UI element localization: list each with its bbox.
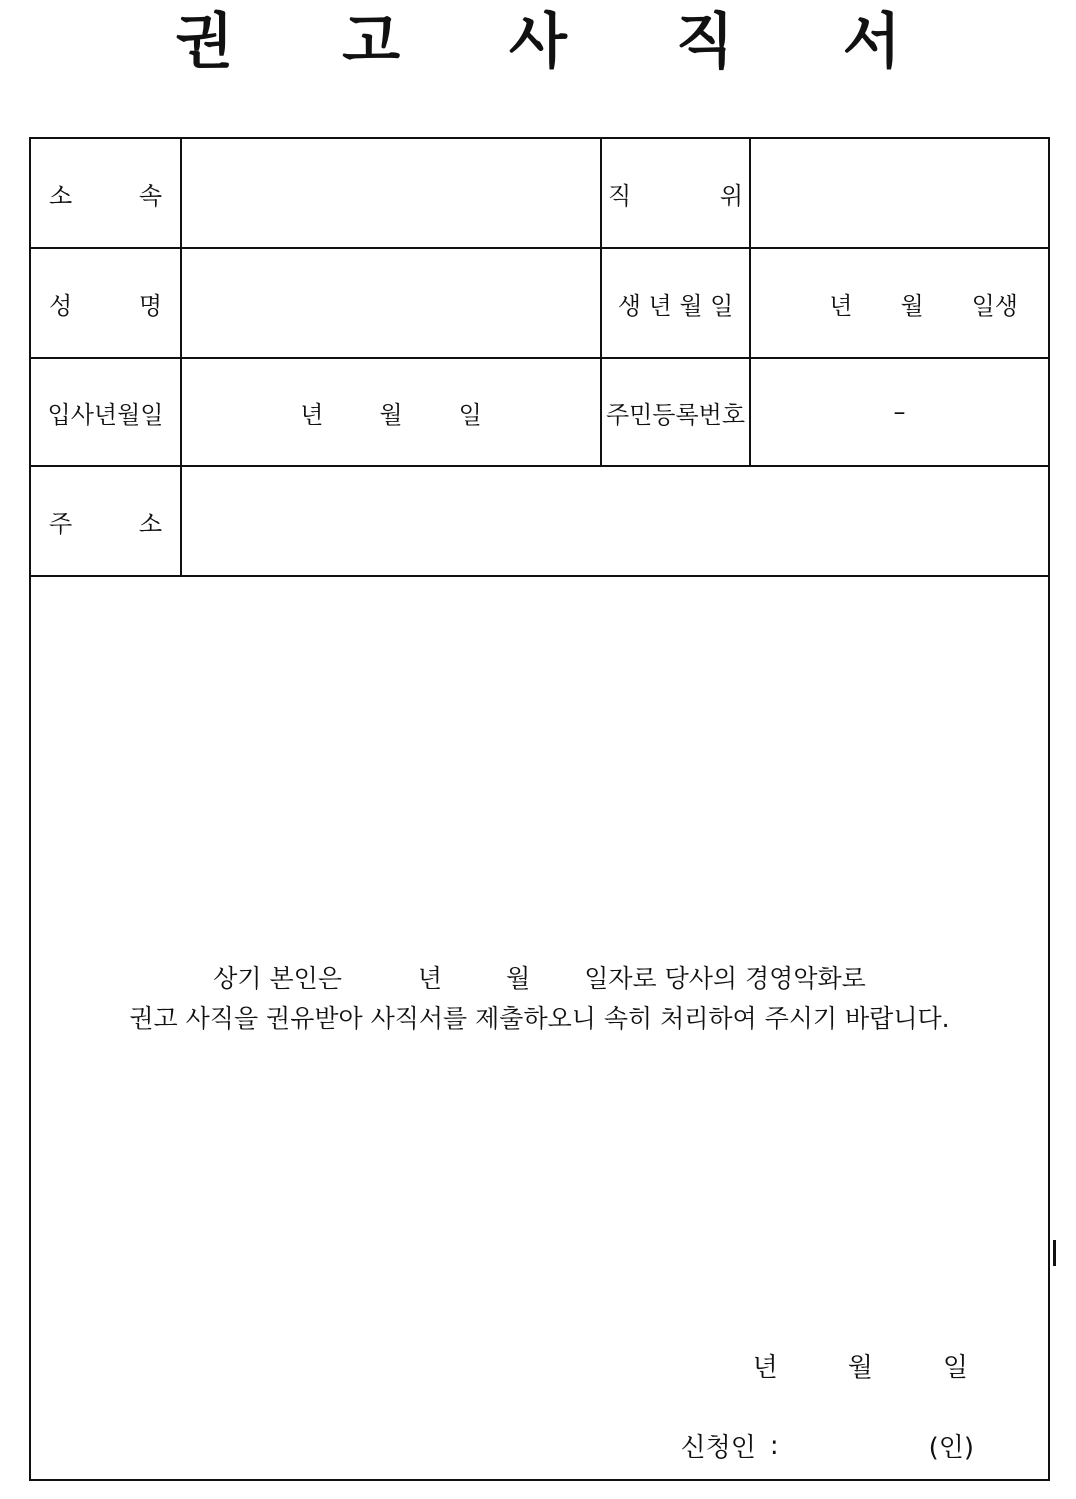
applicant-line xyxy=(680,1427,974,1464)
position-label-char-1: 직 xyxy=(608,181,632,210)
affiliation-field[interactable] xyxy=(181,139,601,248)
address-label-cell xyxy=(31,466,181,576)
signature-year-unit: 년 xyxy=(752,1353,778,1383)
affiliation-label-cell xyxy=(31,139,181,248)
table-row xyxy=(31,248,1048,358)
name-field[interactable] xyxy=(181,248,601,358)
document-title: 권 고 사 직 서 xyxy=(175,7,945,77)
statement-month-unit: 월 xyxy=(506,964,531,993)
statement-line-1 xyxy=(31,959,1048,999)
table-row xyxy=(31,358,1048,466)
birthdate-label-cell xyxy=(601,248,750,358)
hire-date-field[interactable] xyxy=(181,358,601,466)
position-label-char-2: 위 xyxy=(719,181,743,210)
birthdate-label: 생 년 월 일 xyxy=(617,291,734,320)
name-label-cell xyxy=(31,248,181,358)
statement-year-unit: 년 xyxy=(417,964,443,993)
birthdate-field[interactable] xyxy=(750,248,1048,358)
name-label-char-1: 성 xyxy=(49,291,73,320)
seal-mark: (인) xyxy=(928,1433,974,1463)
applicant-colon: : xyxy=(769,1430,779,1461)
applicant-label: 신청인 xyxy=(680,1433,756,1463)
hire-date-label: 입사년월일 xyxy=(47,400,164,429)
resident-no-label: 주민등록번호 xyxy=(605,400,746,429)
statement-line-2: 권고 사직을 권유받아 사직서를 제출하오니 속히 처리하여 주시기 바랍니다. xyxy=(129,1004,950,1033)
hire-year-unit: 년 xyxy=(300,400,324,429)
affiliation-label-char-2: 속 xyxy=(138,181,162,210)
edge-mark xyxy=(1053,1240,1056,1266)
resident-no-label-cell xyxy=(601,358,750,466)
hire-date-label-cell xyxy=(31,358,181,466)
form-frame xyxy=(29,137,1050,1481)
address-label-char-2: 소 xyxy=(138,509,162,538)
name-label-char-2: 명 xyxy=(138,291,162,320)
hire-month-unit: 월 xyxy=(379,400,403,429)
signature-day-unit: 일 xyxy=(942,1353,968,1383)
birthdate-day-unit: 일생 xyxy=(971,291,1018,320)
statement-text xyxy=(31,959,1048,1039)
affiliation-label-char-1: 소 xyxy=(49,181,73,210)
position-label-cell xyxy=(601,139,750,248)
signature-month-unit: 월 xyxy=(847,1353,873,1383)
resident-no-separator: – xyxy=(893,398,906,426)
hire-day-unit: 일 xyxy=(458,400,482,429)
statement-intro: 상기 본인은 xyxy=(213,964,342,993)
table-row xyxy=(31,139,1048,248)
info-table xyxy=(31,139,1048,577)
birthdate-year-unit: 년 xyxy=(829,291,853,320)
birthdate-month-unit: 월 xyxy=(900,291,924,320)
address-field[interactable] xyxy=(181,466,1048,576)
address-label-char-1: 주 xyxy=(49,509,73,538)
statement-reason: 일자로 당사의 경영악화로 xyxy=(584,964,866,993)
table-row xyxy=(31,466,1048,576)
signature-date xyxy=(753,1347,968,1384)
position-field[interactable] xyxy=(750,139,1048,248)
resident-no-field[interactable] xyxy=(750,358,1048,466)
